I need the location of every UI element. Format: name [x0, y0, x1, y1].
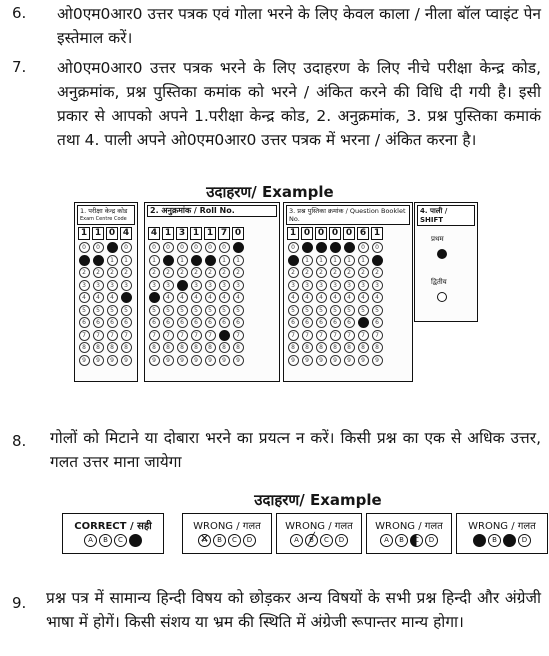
filled-bubble: 1 — [79, 255, 90, 266]
empty-bubble: 1 — [177, 255, 188, 266]
empty-bubble: 9 — [233, 355, 244, 366]
bubble-column — [287, 242, 299, 366]
empty-bubble: 2 — [191, 267, 202, 278]
bubble-column — [301, 242, 313, 366]
option-bubbles — [457, 534, 547, 547]
filled-bubble: 3 — [177, 280, 188, 291]
instruction-8 — [0, 426, 549, 478]
bubble-column — [357, 242, 369, 366]
empty-bubble: 8 — [121, 342, 132, 353]
bubble-column — [162, 242, 174, 366]
empty-bubble: 2 — [93, 267, 104, 278]
empty-bubble: 3 — [316, 280, 327, 291]
digit-boxes — [78, 227, 132, 240]
empty-bubble: 5 — [163, 305, 174, 316]
bubble-column — [371, 242, 383, 366]
empty-bubble: 7 — [121, 330, 132, 341]
empty-bubble: 7 — [107, 330, 118, 341]
empty-bubble: 1 — [219, 255, 230, 266]
empty-bubble: 6 — [191, 317, 202, 328]
empty-bubble: 1 — [149, 255, 160, 266]
item-number: 7. — [12, 58, 27, 76]
empty-bubble: 8 — [372, 342, 383, 353]
shift-first-label: प्रथम — [431, 235, 444, 243]
item-text: गोलों को मिटाने या दोबारा भरने का प्रयत्न न करें। किसी प्रश्न का एक से अधिक उत्तर, गलत उत्तर माना जायेगा — [50, 429, 541, 471]
empty-bubble: 5 — [233, 305, 244, 316]
bubble-column — [78, 242, 90, 366]
option-b-bubble: B — [99, 534, 112, 547]
empty-bubble: 3 — [107, 280, 118, 291]
option-a-bubble: A — [84, 534, 97, 547]
digit-box: 1 — [287, 227, 299, 240]
empty-bubble: 7 — [205, 330, 216, 341]
digit-box: 0 — [301, 227, 313, 240]
empty-bubble: 7 — [177, 330, 188, 341]
empty-bubble: 4 — [316, 292, 327, 303]
empty-bubble: 2 — [302, 267, 313, 278]
bubble-column — [106, 242, 118, 366]
empty-bubble: 5 — [121, 305, 132, 316]
empty-bubble: 3 — [302, 280, 313, 291]
digit-boxes — [287, 227, 383, 240]
empty-bubble: 5 — [302, 305, 313, 316]
empty-bubble: 5 — [79, 305, 90, 316]
empty-bubble: 7 — [163, 330, 174, 341]
empty-bubble: 9 — [79, 355, 90, 366]
empty-bubble: 7 — [316, 330, 327, 341]
empty-bubble: 4 — [177, 292, 188, 303]
empty-bubble: 9 — [107, 355, 118, 366]
shift-box — [414, 202, 478, 322]
empty-bubble: 3 — [344, 280, 355, 291]
empty-bubble: 9 — [205, 355, 216, 366]
empty-bubble: 8 — [302, 342, 313, 353]
digit-box: 1 — [371, 227, 383, 240]
empty-bubble: 2 — [121, 267, 132, 278]
option-c-bubble: C — [228, 534, 241, 547]
empty-bubble: 4 — [107, 292, 118, 303]
bubble-column — [190, 242, 202, 366]
empty-bubble: 8 — [177, 342, 188, 353]
option-c-bubble: C — [114, 534, 127, 547]
option-bubbles — [63, 534, 163, 547]
empty-bubble: 3 — [163, 280, 174, 291]
empty-bubble: 2 — [233, 267, 244, 278]
empty-bubble: 1 — [107, 255, 118, 266]
exam-centre-code-grid — [74, 202, 138, 382]
digit-box: 4 — [120, 227, 132, 240]
bubble-column — [204, 242, 216, 366]
empty-bubble: 2 — [79, 267, 90, 278]
option-a-bubble: A — [290, 534, 303, 547]
digit-box: 0 — [232, 227, 244, 240]
empty-bubble: 7 — [288, 330, 299, 341]
instruction-9 — [0, 586, 549, 656]
bubble-columns — [148, 242, 244, 366]
empty-bubble: 4 — [205, 292, 216, 303]
empty-bubble: 0 — [288, 242, 299, 253]
empty-bubble: 1 — [358, 255, 369, 266]
empty-bubble: 1 — [344, 255, 355, 266]
empty-bubble: 6 — [344, 317, 355, 328]
bubble-column — [176, 242, 188, 366]
empty-bubble: 6 — [316, 317, 327, 328]
shift-second-label: द्वितीय — [431, 278, 447, 286]
empty-bubble: 7 — [302, 330, 313, 341]
filled-bubble: 0 — [316, 242, 327, 253]
empty-bubble: 9 — [191, 355, 202, 366]
empty-bubble: 8 — [358, 342, 369, 353]
empty-bubble: 9 — [93, 355, 104, 366]
empty-bubble: 9 — [163, 355, 174, 366]
empty-bubble: 4 — [372, 292, 383, 303]
option-c-bubble: C — [320, 534, 333, 547]
item-number: 6. — [12, 4, 27, 22]
option-a-bubble: A — [380, 534, 393, 547]
wrong-example-3: WRONG / गलत A B C D — [366, 513, 452, 554]
bubble-columns — [287, 242, 383, 366]
empty-bubble: 3 — [358, 280, 369, 291]
wrong-example-1: WRONG / गलत A ✕ B C D — [182, 513, 272, 554]
empty-bubble: 5 — [107, 305, 118, 316]
digit-box: 0 — [343, 227, 355, 240]
correct-example: CORRECT / सही A B C D — [62, 513, 164, 554]
filled-bubble: 6 — [358, 317, 369, 328]
digit-box: 0 — [315, 227, 327, 240]
empty-bubble: 2 — [149, 267, 160, 278]
empty-bubble: 6 — [93, 317, 104, 328]
bubble-column — [315, 242, 327, 366]
empty-bubble: 1 — [302, 255, 313, 266]
empty-bubble: 9 — [288, 355, 299, 366]
empty-bubble: 3 — [149, 280, 160, 291]
bubble-column — [343, 242, 355, 366]
empty-bubble: 5 — [93, 305, 104, 316]
option-b-bubble: B ╱ — [305, 534, 318, 547]
empty-bubble: 2 — [107, 267, 118, 278]
empty-bubble: 7 — [79, 330, 90, 341]
empty-bubble: 0 — [149, 242, 160, 253]
empty-bubble: 5 — [205, 305, 216, 316]
option-a-bubble: A — [473, 534, 486, 547]
filled-bubble: 1 — [288, 255, 299, 266]
empty-bubble: 4 — [288, 292, 299, 303]
empty-bubble: 8 — [219, 342, 230, 353]
wrong-example-4: WRONG / गलत A B C D — [456, 513, 548, 554]
filled-bubble: 0 — [344, 242, 355, 253]
empty-bubble: 6 — [107, 317, 118, 328]
empty-bubble: 0 — [93, 242, 104, 253]
empty-bubble: 4 — [79, 292, 90, 303]
example-title: उदाहरण/ Example — [206, 183, 334, 201]
empty-bubble: 8 — [330, 342, 341, 353]
empty-bubble: 8 — [79, 342, 90, 353]
grid-header: 2. अनुक्रमांक / Roll No. — [147, 205, 277, 217]
empty-bubble: 6 — [79, 317, 90, 328]
empty-bubble: 5 — [316, 305, 327, 316]
empty-bubble: 4 — [219, 292, 230, 303]
option-d-bubble: D — [518, 534, 531, 547]
empty-bubble: 6 — [121, 317, 132, 328]
empty-bubble: 6 — [288, 317, 299, 328]
option-d-bubble: D — [129, 534, 142, 547]
option-d-bubble: D — [335, 534, 348, 547]
empty-bubble: 3 — [372, 280, 383, 291]
empty-bubble: 4 — [330, 292, 341, 303]
bubble-column — [148, 242, 160, 366]
shift-first-bubble — [437, 249, 447, 259]
item-number: 9. — [12, 594, 27, 612]
empty-bubble: 2 — [316, 267, 327, 278]
filled-bubble: 1 — [372, 255, 383, 266]
shift-second-bubble — [437, 292, 447, 302]
item-number: 8. — [12, 432, 27, 450]
filled-bubble: 4 — [121, 292, 132, 303]
empty-bubble: 7 — [358, 330, 369, 341]
digit-box: 0 — [106, 227, 118, 240]
empty-bubble: 7 — [93, 330, 104, 341]
option-c-bubble: C — [503, 534, 516, 547]
grid-header: 1. परीक्षा केन्द्र कोड Exam Centre Code — [77, 205, 135, 225]
option-d-bubble: D — [243, 534, 256, 547]
empty-bubble: 6 — [302, 317, 313, 328]
empty-bubble: 3 — [191, 280, 202, 291]
option-a-bubble: A ✕ — [198, 534, 211, 547]
empty-bubble: 2 — [205, 267, 216, 278]
empty-bubble: 6 — [219, 317, 230, 328]
empty-bubble: 2 — [358, 267, 369, 278]
empty-bubble: 2 — [288, 267, 299, 278]
option-b-bubble: B — [488, 534, 501, 547]
empty-bubble: 2 — [163, 267, 174, 278]
empty-bubble: 0 — [121, 242, 132, 253]
empty-bubble: 6 — [149, 317, 160, 328]
digit-boxes — [148, 227, 244, 240]
empty-bubble: 4 — [163, 292, 174, 303]
marking-examples — [62, 513, 549, 555]
empty-bubble: 5 — [372, 305, 383, 316]
bubble-column — [120, 242, 132, 366]
empty-bubble: 5 — [149, 305, 160, 316]
empty-bubble: 5 — [191, 305, 202, 316]
empty-bubble: 9 — [316, 355, 327, 366]
option-c-bubble: C — [410, 534, 423, 547]
empty-bubble: 1 — [233, 255, 244, 266]
empty-bubble: 3 — [233, 280, 244, 291]
empty-bubble: 8 — [107, 342, 118, 353]
empty-bubble: 6 — [163, 317, 174, 328]
bubble-column — [232, 242, 244, 366]
option-d-bubble: D — [425, 534, 438, 547]
empty-bubble: 4 — [191, 292, 202, 303]
digit-box: 1 — [78, 227, 90, 240]
empty-bubble: 9 — [330, 355, 341, 366]
empty-bubble: 7 — [149, 330, 160, 341]
digit-box: 1 — [190, 227, 202, 240]
empty-bubble: 6 — [205, 317, 216, 328]
empty-bubble: 9 — [149, 355, 160, 366]
item-text: ओ0एम0आर0 उत्तर पत्रक भरने के लिए उदाहरण के लिए नीचे परीक्षा केन्द्र कोड, अनुक्रमांक, प्रश्न पुस्तिका कमांक को भरने / अंकित करने की विधि दी गयी है। इसी प्रकार से आपको अपने 1.परीक्षा केन्द्र कोड, 2. अनुक्रमांक, 3. प्रश्न पुस्तिका कमाकं तथा 4. पाली अपने ओ0एम0आर0 उत्तर पत्रक में भरना / अंकित करना है। — [57, 59, 541, 149]
filled-bubble: 1 — [93, 255, 104, 266]
empty-bubble: 0 — [177, 242, 188, 253]
empty-bubble: 9 — [121, 355, 132, 366]
empty-bubble: 9 — [358, 355, 369, 366]
empty-bubble: 9 — [344, 355, 355, 366]
empty-bubble: 8 — [316, 342, 327, 353]
instruction-6 — [0, 2, 549, 54]
bubble-column — [92, 242, 104, 366]
digit-box: 7 — [218, 227, 230, 240]
empty-bubble: 5 — [358, 305, 369, 316]
empty-bubble: 6 — [330, 317, 341, 328]
empty-bubble: 8 — [233, 342, 244, 353]
roll-no-grid — [144, 202, 280, 382]
empty-bubble: 4 — [344, 292, 355, 303]
empty-bubble: 3 — [288, 280, 299, 291]
filled-bubble: 1 — [191, 255, 202, 266]
empty-bubble: 8 — [344, 342, 355, 353]
item-text: ओ0एम0आर0 उत्तर पत्रक एवं गोला भरने के लिए केवल काला / नीला बॉल प्वाइंट पेन इस्तेमाल करें। — [57, 5, 541, 47]
empty-bubble: 2 — [330, 267, 341, 278]
empty-bubble: 2 — [219, 267, 230, 278]
empty-bubble: 5 — [344, 305, 355, 316]
empty-bubble: 5 — [288, 305, 299, 316]
empty-bubble: 8 — [205, 342, 216, 353]
grid-header: 3. प्रश्न पुस्तिका क्रमांक / Question Booklet No. — [286, 205, 410, 225]
empty-bubble: 1 — [121, 255, 132, 266]
empty-bubble: 0 — [372, 242, 383, 253]
digit-box: 1 — [204, 227, 216, 240]
empty-bubble: 0 — [79, 242, 90, 253]
filled-bubble: 0 — [107, 242, 118, 253]
empty-bubble: 6 — [233, 317, 244, 328]
filled-bubble: 0 — [233, 242, 244, 253]
empty-bubble: 4 — [358, 292, 369, 303]
empty-bubble: 6 — [177, 317, 188, 328]
option-bubbles — [183, 534, 271, 547]
empty-bubble: 9 — [219, 355, 230, 366]
empty-bubble: 5 — [219, 305, 230, 316]
digit-box: 1 — [162, 227, 174, 240]
bubble-column — [329, 242, 341, 366]
empty-bubble: 0 — [205, 242, 216, 253]
option-bubbles — [367, 534, 451, 547]
empty-bubble: 7 — [233, 330, 244, 341]
digit-box: 0 — [329, 227, 341, 240]
empty-bubble: 1 — [330, 255, 341, 266]
empty-bubble: 9 — [177, 355, 188, 366]
empty-bubble: 3 — [93, 280, 104, 291]
empty-bubble: 0 — [358, 242, 369, 253]
empty-bubble: 8 — [149, 342, 160, 353]
instruction-7 — [0, 56, 549, 178]
bubble-columns — [78, 242, 132, 366]
empty-bubble: 3 — [330, 280, 341, 291]
empty-bubble: 8 — [191, 342, 202, 353]
empty-bubble: 1 — [316, 255, 327, 266]
bubble-column — [218, 242, 230, 366]
empty-bubble: 3 — [219, 280, 230, 291]
empty-bubble: 0 — [191, 242, 202, 253]
filled-bubble: 0 — [330, 242, 341, 253]
option-b-bubble: B — [395, 534, 408, 547]
filled-bubble: 1 — [205, 255, 216, 266]
empty-bubble: 7 — [344, 330, 355, 341]
item-text: प्रश्न पत्र में सामान्य हिन्दी विषय को छोड़कर अन्य विषयों के सभी प्रश्न हिन्दी और अंग्रेजी भाषा में होगें। किसी संशय या भ्रम की स्थिति में अंग्रेजी रूपान्तर मान्य होगा। — [46, 589, 541, 631]
empty-bubble: 7 — [330, 330, 341, 341]
filled-bubble: 1 — [163, 255, 174, 266]
digit-box: 1 — [92, 227, 104, 240]
digit-box: 3 — [176, 227, 188, 240]
digit-box: 6 — [357, 227, 369, 240]
empty-bubble: 4 — [302, 292, 313, 303]
empty-bubble: 8 — [163, 342, 174, 353]
empty-bubble: 7 — [372, 330, 383, 341]
empty-bubble: 9 — [372, 355, 383, 366]
empty-bubble: 5 — [330, 305, 341, 316]
shift-header: 4. पाली / SHIFT — [417, 205, 475, 226]
question-booklet-grid — [283, 202, 413, 382]
empty-bubble: 2 — [344, 267, 355, 278]
empty-bubble: 4 — [93, 292, 104, 303]
empty-bubble: 8 — [93, 342, 104, 353]
example-title: उदाहरण/ Example — [254, 491, 382, 509]
empty-bubble: 4 — [233, 292, 244, 303]
filled-bubble: 0 — [302, 242, 313, 253]
filled-bubble: 7 — [219, 330, 230, 341]
filled-bubble: 4 — [149, 292, 160, 303]
wrong-example-2: WRONG / गलत A B ╱ C D — [276, 513, 362, 554]
empty-bubble: 3 — [79, 280, 90, 291]
empty-bubble: 0 — [219, 242, 230, 253]
empty-bubble: 2 — [372, 267, 383, 278]
empty-bubble: 9 — [302, 355, 313, 366]
empty-bubble: 0 — [163, 242, 174, 253]
empty-bubble: 6 — [372, 317, 383, 328]
empty-bubble: 2 — [177, 267, 188, 278]
option-b-bubble: B — [213, 534, 226, 547]
empty-bubble: 3 — [121, 280, 132, 291]
empty-bubble: 5 — [177, 305, 188, 316]
empty-bubble: 3 — [205, 280, 216, 291]
empty-bubble: 7 — [191, 330, 202, 341]
digit-box: 4 — [148, 227, 160, 240]
empty-bubble: 8 — [288, 342, 299, 353]
option-bubbles — [277, 534, 361, 547]
